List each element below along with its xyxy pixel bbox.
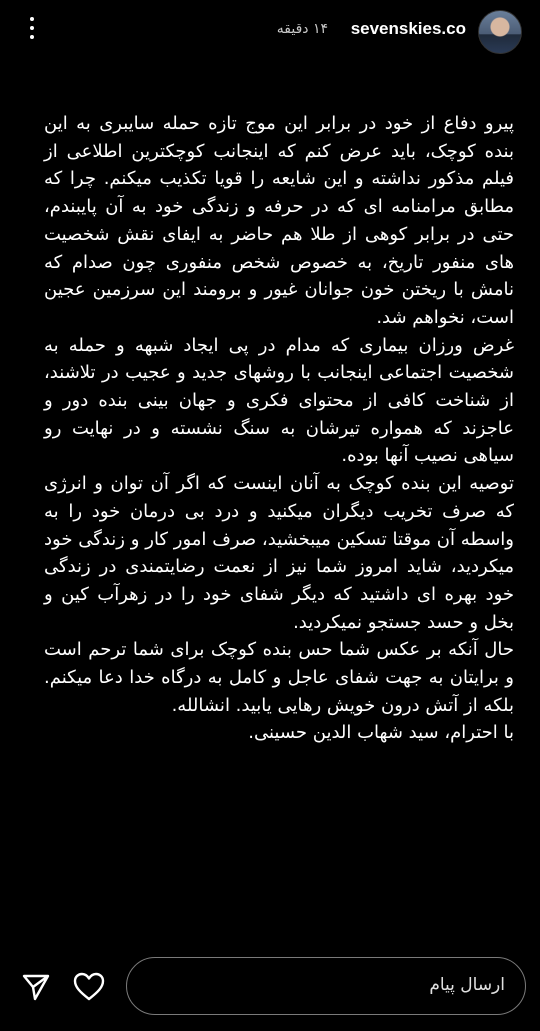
send-icon[interactable] bbox=[20, 971, 52, 1003]
story-paragraph: پیرو دفاع از خود در برابر این موج تازه حمله سایبری به این بنده کوچک، باید عرض کنم که اینجانب کوچکترین اطلاعی از فیلم مذکور نداشته و این شایعه را قویا تکذیب میکنم. چرا که مطابق مرامنامه ای که در حرفه و زندگی خود به آن پایبندم، حتی در برابر کوهی از طلا هم حاضر به ایفای نقش شخصیت های منفور تاریخ، به خصوص شخص منفوری چون صدام که نامش با ریختن خون جوانان غیور و برومند این سرزمین عجین است، نخواهم شد. bbox=[44, 113, 514, 328]
username[interactable]: sevenskies.co bbox=[350, 19, 466, 38]
story-paragraph: حال آنکه بر عکس شما حس بنده کوچک برای شما ترحم است و برایتان به جهت شفای عاجل و کامل به درگاه خدا دعا میکنم. بلکه از آتش درون خویش رهایی یابید. انشالله. bbox=[44, 639, 514, 716]
heart-icon[interactable] bbox=[72, 971, 106, 1003]
story-footer bbox=[0, 941, 540, 1031]
story-paragraph: با احترام، سید شهاب الدین حسینی. bbox=[248, 722, 514, 744]
avatar[interactable] bbox=[478, 10, 522, 54]
reply-input[interactable] bbox=[126, 957, 526, 1015]
reply-placeholder: ارسال پیام bbox=[429, 975, 505, 995]
story-paragraph: توصیه این بنده کوچک به آنان اینست که اگر آن توان و انرژی که صرف تخریب دیگران میکنید و درد بی درمان خود را به واسطه آن موقتا تسکین میبخشید، صرف امور کار و زندگی خود میکردید، شاید امروز شما نیز از نعمت رضایتمندی در زندگی خود بهره ای داشتید که دیگر شفای خود را در زهرآب کین و بخل و حسد جستجو نمیکردید. bbox=[44, 473, 514, 633]
story-text bbox=[44, 110, 514, 747]
story-paragraph: غرض ورزان بیماری که مدام در پی ایجاد شبهه و حمله به شخصیت اجتماعی اینجانب با روشهای جدید و عجیب در تلاشند، از شناخت کافی از محتوای فکری و جهان بینی بنده دور و عاجزند که همواره تیرشان به سنگ نشسته و در نهایت رو سیاهی نصیب آنها بوده. bbox=[44, 334, 514, 467]
post-time: ۱۴ دقیقه bbox=[276, 21, 328, 37]
story-header bbox=[0, 0, 540, 62]
more-options-icon[interactable] bbox=[20, 14, 44, 42]
